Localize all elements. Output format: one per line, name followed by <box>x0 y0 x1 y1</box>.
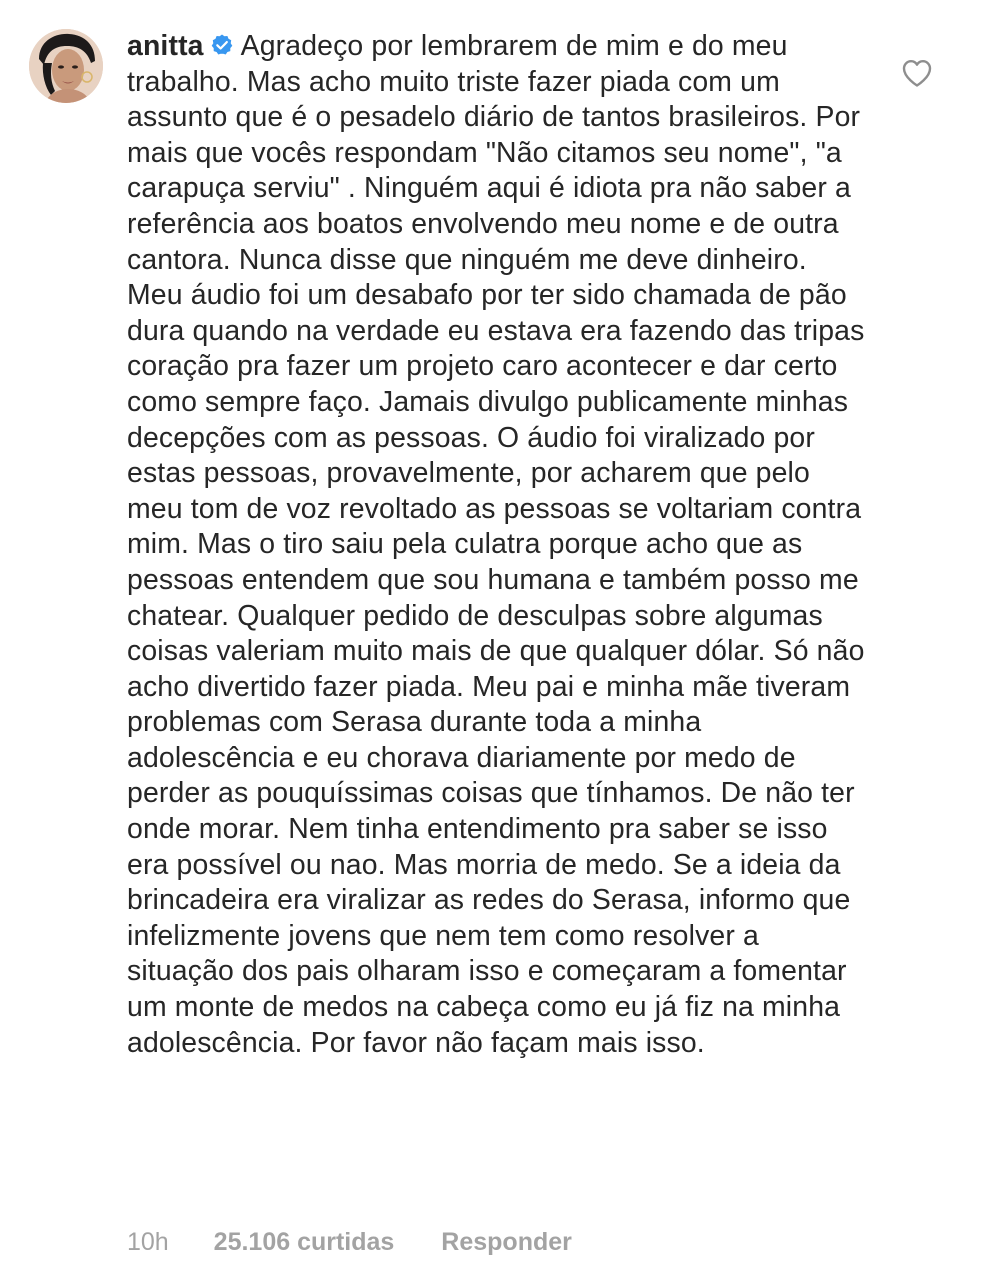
likes-count-button[interactable]: 25.106 curtidas <box>213 1228 395 1256</box>
comment-timestamp: 10h <box>127 1228 169 1256</box>
comment-text: Agradeço por lembrarem de mim e do meu trabalho. Mas acho muito triste fazer piada com um assunto que é o pesadelo diário de tantos brasileiros. Por mais que vocês respondam "Não citamos seu nome", "a carapuça serviu" . Ninguém aqui é idiota pra não saber a referência aos boatos envolvendo meu nome e de outra cantora. Nunca disse que ninguém me deve dinheiro. Meu áudio foi um desabafo por ter sido chamada de pão dura quando na verdade eu estava era fazendo das tripas coração pra fazer um projeto caro acontecer e dar certo como sempre faço. Jamais divulgo publicamente minhas decepções com as pessoas. O áudio foi viralizado por estas pessoas, provavelmente, por acharem que pelo meu tom de voz revoltado as pessoas se voltariam contra mim. Mas o tiro saiu pela culatra porque acho que as pessoas entendem que sou humana e também posso me chatear. Qualquer pedido de desculpas sobre algumas coisas valeriam muito mais de que qualquer dólar. Só não acho divertido fazer piada. Meu pai e minha mãe tiveram problemas com Serasa durante toda a minha adolescência e eu chorava diariamente por medo de perder as pouquíssimas coisas que tínhamos. De não ter onde morar. Nem tinha entendimento pra saber se isso era possível ou nao. Mas morria de medo. Se a ideia da brincadeira era viralizar as redes do Serasa, informo que infelizmente jovens que nem tem como resolver a situação dos pais olharam isso e começaram a fomentar um monte de medos na cabeça como eu já fiz na minha adolescência. Por favor não façam mais isso. <box>127 30 865 1059</box>
comment-body <box>127 29 867 1061</box>
reply-button[interactable]: Responder <box>441 1228 572 1256</box>
comment-meta <box>127 1226 572 1258</box>
username-link[interactable]: anitta <box>127 30 204 62</box>
avatar[interactable] <box>29 29 103 103</box>
avatar-photo <box>29 29 103 103</box>
heart-outline-icon <box>900 56 934 90</box>
verified-badge-icon <box>210 33 234 57</box>
like-button[interactable] <box>900 56 934 90</box>
